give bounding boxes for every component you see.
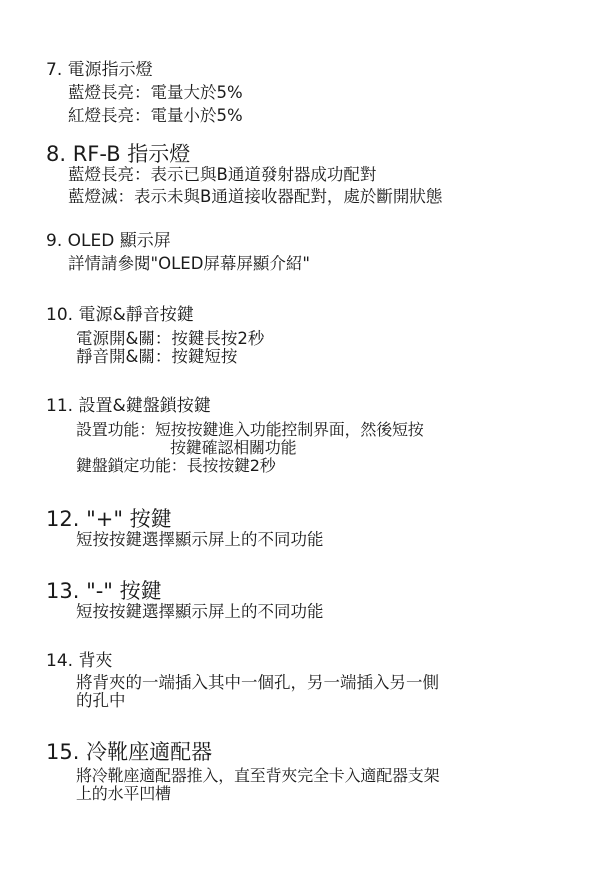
description-line: 設置功能：短按按鍵進入功能控制界面，然後短按 <box>76 420 424 439</box>
description-line: 藍燈長亮：電量大於5% <box>68 83 243 102</box>
description-line: 將冷靴座適配器推入，直至背夾完全卡入適配器支架 <box>76 766 440 785</box>
description-line: 電源開&關：按鍵長按2秒 <box>76 329 265 348</box>
section-heading: 15. 冷靴座適配器 <box>46 740 213 764</box>
section-heading: 13. "-" 按鍵 <box>46 579 162 603</box>
section-heading: 12. "+" 按鍵 <box>46 507 172 531</box>
description-line: 藍燈滅：表示未與B通道接收器配對，處於斷開狀態 <box>68 187 443 206</box>
section-heading: 11. 設置&鍵盤鎖按鍵 <box>46 396 211 416</box>
section-heading: 8. RF-B 指示燈 <box>46 142 191 166</box>
description-line: 上的水平凹槽 <box>76 784 171 803</box>
description-line: 的孔中 <box>76 691 126 710</box>
description-line: 鍵盤鎖定功能：長按按鍵2秒 <box>76 456 276 475</box>
description-line: 短按按鍵選擇顯示屏上的不同功能 <box>76 602 324 621</box>
section-heading: 14. 背夾 <box>46 651 113 671</box>
section-heading: 7. 電源指示燈 <box>46 60 153 80</box>
description-line: 將背夾的一端插入其中一個孔，另一端插入另一側 <box>76 673 439 692</box>
description-line: 短按按鍵選擇顯示屏上的不同功能 <box>76 530 324 549</box>
description-line: 按鍵確認相關功能 <box>170 438 297 457</box>
description-line: 靜音開&關：按鍵短按 <box>76 347 238 366</box>
section-heading: 10. 電源&靜音按鍵 <box>46 305 194 325</box>
description-line: 藍燈長亮：表示已與B通道發射器成功配對 <box>68 165 377 184</box>
description-line: 詳情請參閱"OLED屏幕屏顯介紹" <box>68 254 310 273</box>
description-line: 紅燈長亮：電量小於5% <box>68 106 243 125</box>
section-heading: 9. OLED 顯示屏 <box>46 231 171 251</box>
